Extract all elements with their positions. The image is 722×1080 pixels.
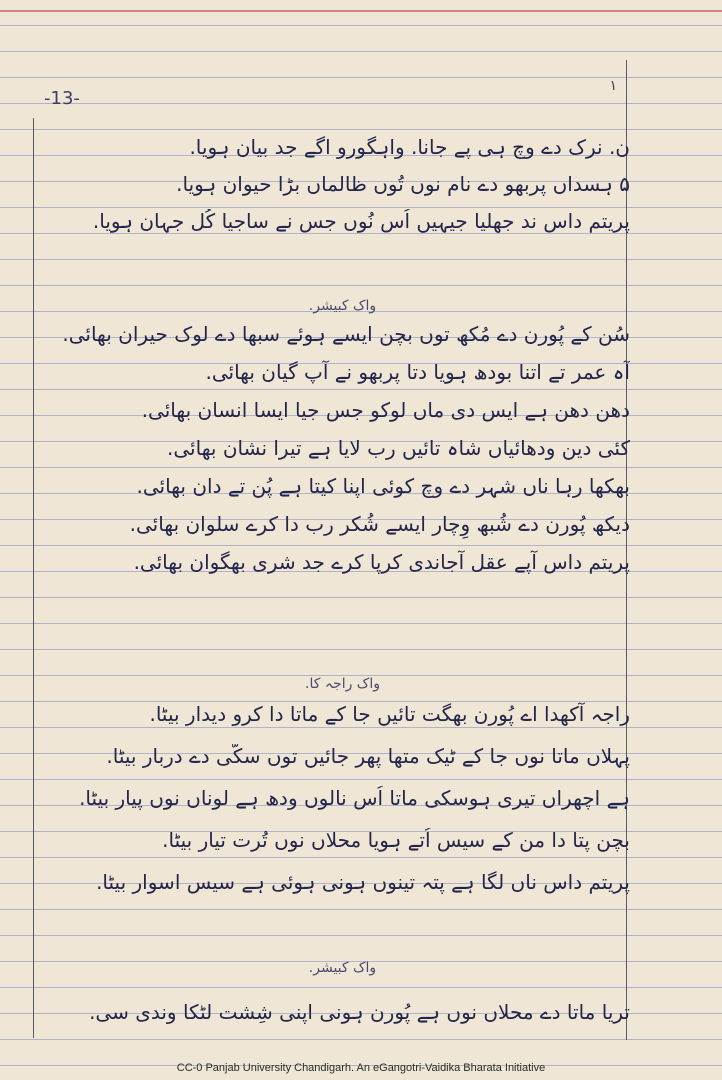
text-line: راجہ آکھدا اے پُورن بھگت تائیں جا کے ماتا دا کرو دیدار بیٹا. xyxy=(149,702,630,726)
red-margin-line xyxy=(0,10,722,12)
section-heading: واک راجہ کا. xyxy=(305,676,380,692)
text-line xyxy=(55,588,630,626)
text-line: ن. نرک دے وچ ہی پے جانا. واہگورو اگے جد بیان ہویا. xyxy=(189,135,630,159)
text-line: پریتم داس ناں لگا ہے پتہ تینوں ہونی ہوئی ہے سیس اسوار بیٹا. xyxy=(96,870,630,894)
text-line: ۵ ہسداں پربھو دے نام نوں تُوں ظالماں بڑا حیوان ہویا. xyxy=(176,172,630,196)
text-line: ہے اچھراں تیری ہوسکی ماتا اُس نالوں ودھ ہے لوناں نوں پیار بیٹا. xyxy=(79,786,630,810)
text-line: آہ عمر تے اتنا بودھ ہویا دتا پربھو نے آپ گیان بھائی. xyxy=(205,360,630,384)
stanza-2 xyxy=(55,322,630,626)
heading-2 xyxy=(55,676,630,692)
text-line: بچن پتا دا من کے سیس اُتے ہویا محلاں نوں تُرت تیار بیٹا. xyxy=(162,828,630,852)
text-line: دھن دھن ہے ایس دی ماں لوکو جس جیا ایسا انسان بھائی. xyxy=(141,398,630,422)
corner-mark: ١ xyxy=(609,78,617,94)
stanza-4 xyxy=(55,1000,630,1038)
section-heading: واک کبیشر. xyxy=(308,960,377,976)
text-line: تریا ماتا دے محلاں نوں ہے پُورن ہونی اپنی شِشت لٹکا وندی سی. xyxy=(89,1000,630,1024)
text-line: پریتم داس ند جھلیا جیہیں اُس نُوں جس نے ساجیا کُل جہان ہویا. xyxy=(92,209,630,233)
text-line: کئی دین ودھائیاں شاہ تائیں رب لایا ہے تیرا نشان بھائی. xyxy=(167,436,630,460)
footer-credit: CC-0 Panjab University Chandigarh. An eGangotri-Vaidika Bharata Initiative xyxy=(176,1062,546,1074)
text-line: بھکھا رہا ناں شہر دے وچ کوئی اپنا کیتا ہے پُن تے دان بھائی. xyxy=(136,474,630,498)
left-border-line xyxy=(33,118,34,1038)
text-line: پریتم داس آپے عقل آجاندی کرپا کرے جد شری بھگوان بھائی. xyxy=(133,550,630,574)
heading-3 xyxy=(55,960,630,976)
section-heading: واک کبیشر. xyxy=(308,298,377,314)
text-line: پہلاں ماتا نوں جا کے ٹیک متھا پھر جائیں توں سکّی دے دربار بیٹا. xyxy=(106,744,630,768)
stanza-3 xyxy=(55,702,630,912)
stanza-intro xyxy=(55,135,630,246)
text-line: دیکھ پُورن دے شُبھ وِچار ایسے شُکر رب دا کرے سلوان بھائی. xyxy=(129,512,630,536)
page-number: -13- xyxy=(44,88,80,109)
heading-1 xyxy=(55,298,630,314)
text-line: سُن کے پُورن دے مُکھ توں بچن ایسے ہوئے سبھا دے لوک حیران بھائی. xyxy=(62,322,630,346)
